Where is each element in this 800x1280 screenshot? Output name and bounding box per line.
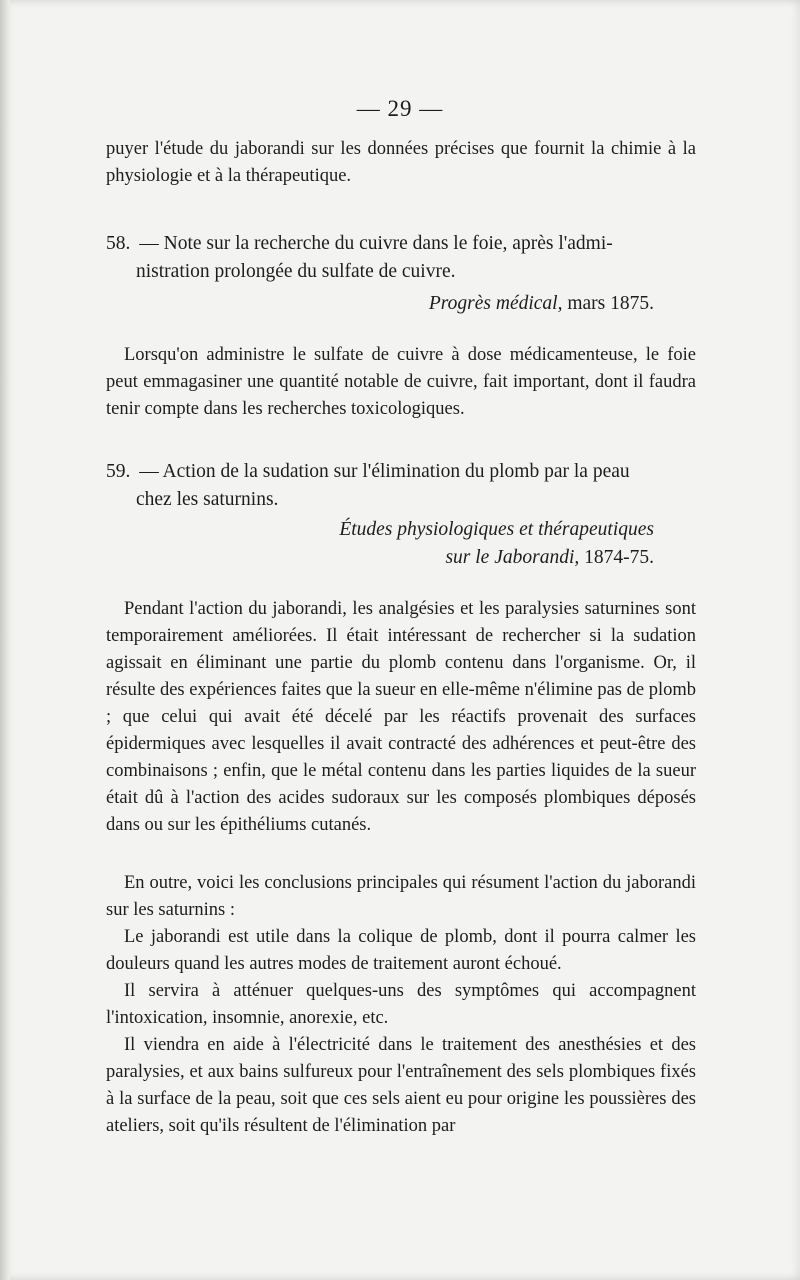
item-59-source xyxy=(339,516,654,572)
item-58-body: Lorsqu'on administre le sulfate de cuivre à dose médicamenteuse, le foie peut emmagasiner une quantité notable de cuivre, fait important, dont il faudra tenir compte dans les recherches toxicologiques. xyxy=(106,345,696,419)
page-number: — 29 — xyxy=(356,96,444,121)
item-59-paragraph-5: Il viendra en aide à l'électricité dans le traitement des anesthésies et des paralysies, et aux bains sulfureux pour l'entraînement des sels plombiques fixés à la surface de la peau, soit que ces sels aient eu pour origine les poussières des ateliers, soit qu'ils résultent de l'élimination par xyxy=(106,1035,696,1136)
item-59-heading xyxy=(106,458,696,514)
item-59-paragraph-2: En outre, voici les conclusions principales qui résument l'action du jaborandi sur les saturnins : xyxy=(106,873,696,920)
item-59-paragraph-3: Le jaborandi est utile dans la colique de plomb, dont il pourra calmer les douleurs quand les autres modes de traitement auront échoué. xyxy=(106,927,696,974)
item-58-source-date: mars 1875. xyxy=(567,293,654,314)
item-59-paragraph-4: Il servira à atténuer quelques-uns des symptômes qui accompagnent l'intoxication, insomnie, anorexie, etc. xyxy=(106,981,696,1028)
item-58-title-line1: — Note sur la recherche du cuivre dans le foie, après l'admi- xyxy=(139,233,613,254)
item-59-source-line1: Études physiologiques et thérapeutiques xyxy=(339,519,654,540)
item-59-title-line1: — Action de la sudation sur l'élimination du plomb par la peau xyxy=(139,461,630,482)
item-58-title-line2: nistration prolongée du sulfate de cuivre. xyxy=(136,261,456,282)
item-59-source-line2-date: 1874-75. xyxy=(584,547,654,568)
page-spine-shadow xyxy=(0,0,10,1280)
item-59-paragraph-1: Pendant l'action du jaborandi, les analgésies et les paralysies saturnines sont temporairement améliorées. Il était intéressant de rechercher si la sudation agissait en éliminant une partie du plomb contenu dans l'organisme. Or, il résulte des expériences faites que la sueur en elle-même n'élimine pas de plomb ; que celui qui avait été décelé par les réactifs provenait des surfaces épidermiques avec lesquelles il avait contracté des adhérences et peut-être des combinaisons ; enfin, que le métal contenu dans les parties liquides de la sueur était dû à l'action des acides sudoraux sur les composés plombiques déposés dans ou sur les épithéliums cutanés. xyxy=(106,599,696,835)
intro-paragraph: puyer l'étude du jaborandi sur les données précises que fournit la chimie à la physiologie et à la thérapeutique. xyxy=(106,139,696,186)
item-58-source xyxy=(429,290,654,318)
item-59-source-line2-title: sur le Jaborandi, xyxy=(445,547,580,568)
item-59-number: 59. xyxy=(106,461,131,482)
item-58-source-title: Progrès médical, xyxy=(428,293,563,314)
item-58-heading xyxy=(106,230,696,286)
item-59-title-line2: chez les saturnins. xyxy=(136,489,279,510)
item-58-number: 58. xyxy=(106,233,131,254)
